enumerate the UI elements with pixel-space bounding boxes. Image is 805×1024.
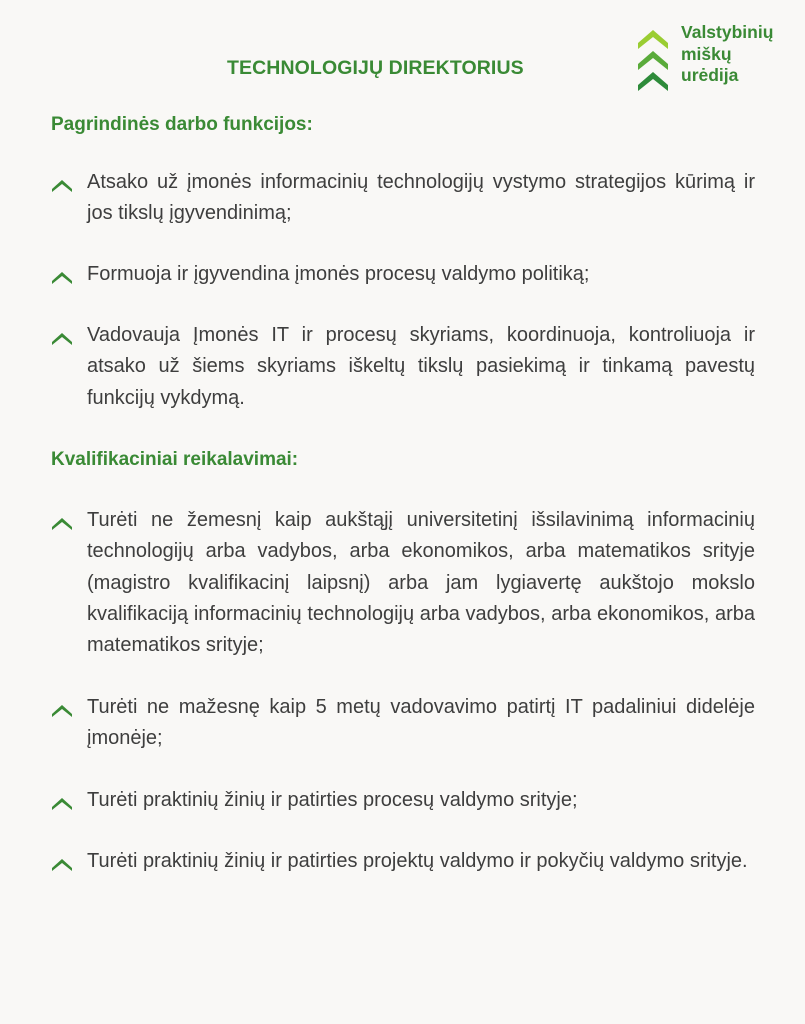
list-item-text: Turėti ne mažesnę kaip 5 metų vadovavimo patirtį IT padaliniui didelėje įmonėje;	[87, 696, 755, 750]
list-item	[51, 692, 755, 755]
tree-chevron-icon	[51, 796, 73, 810]
tree-chevron-icon	[51, 270, 73, 284]
list-item-text: Vadovauja Įmonės IT ir procesų skyriams, koordinuoja, kontroliuoja ir atsako už šiems skyriams iškeltų tikslų pasiekimą ir tinkamą pavestų funkcijų vykdymą.	[87, 324, 755, 409]
list-item	[51, 167, 755, 230]
list-item-text: Atsako už įmonės informacinių technologijų vystymo strategijos kūrimą ir jos tikslų įgyvendinimą;	[87, 171, 755, 225]
list-item	[51, 785, 755, 816]
list-item	[51, 846, 755, 877]
logo-line-3: urėdija	[681, 65, 739, 85]
tree-chevron-icon	[51, 857, 73, 871]
tree-chevron-icon	[51, 331, 73, 345]
page-title: TECHNOLOGIJŲ DIREKTORIUS	[227, 57, 524, 79]
tree-chevron-icon	[51, 516, 73, 530]
tree-icon	[636, 22, 672, 92]
list-item-text: Turėti ne žemesnį kaip aukštąjį universitetinį išsilavinimą informacinių technologijų arba vadybos, arba ekonomikos, arba matematikos srityje (magistro kvalifikacinį laipsnį) arba jam lygiavertę aukštojo mokslo kvalifikaciją informacinių technologijų arba vadybos, arba ekonomikos, arba matematikos srityje;	[87, 509, 755, 657]
tree-chevron-icon	[51, 703, 73, 717]
logo	[636, 22, 796, 94]
logo-text	[681, 22, 773, 87]
list-item-text: Turėti praktinių žinių ir patirties projektų valdymo ir pokyčių valdymo srityje.	[87, 850, 748, 872]
list-item	[51, 259, 755, 290]
list-item	[51, 320, 755, 414]
list-item-text: Formuoja ir įgyvendina įmonės procesų valdymo politiką;	[87, 263, 590, 285]
logo-line-1: Valstybinių	[681, 22, 774, 42]
list-item	[51, 505, 755, 661]
tree-chevron-icon	[51, 178, 73, 192]
section-title-requirements: Kvalifikaciniai reikalavimai:	[51, 449, 299, 470]
section-title-functions: Pagrindinės darbo funkcijos:	[51, 114, 313, 135]
logo-line-2: miškų	[681, 43, 732, 64]
list-item-text: Turėti praktinių žinių ir patirties procesų valdymo srityje;	[87, 789, 578, 811]
